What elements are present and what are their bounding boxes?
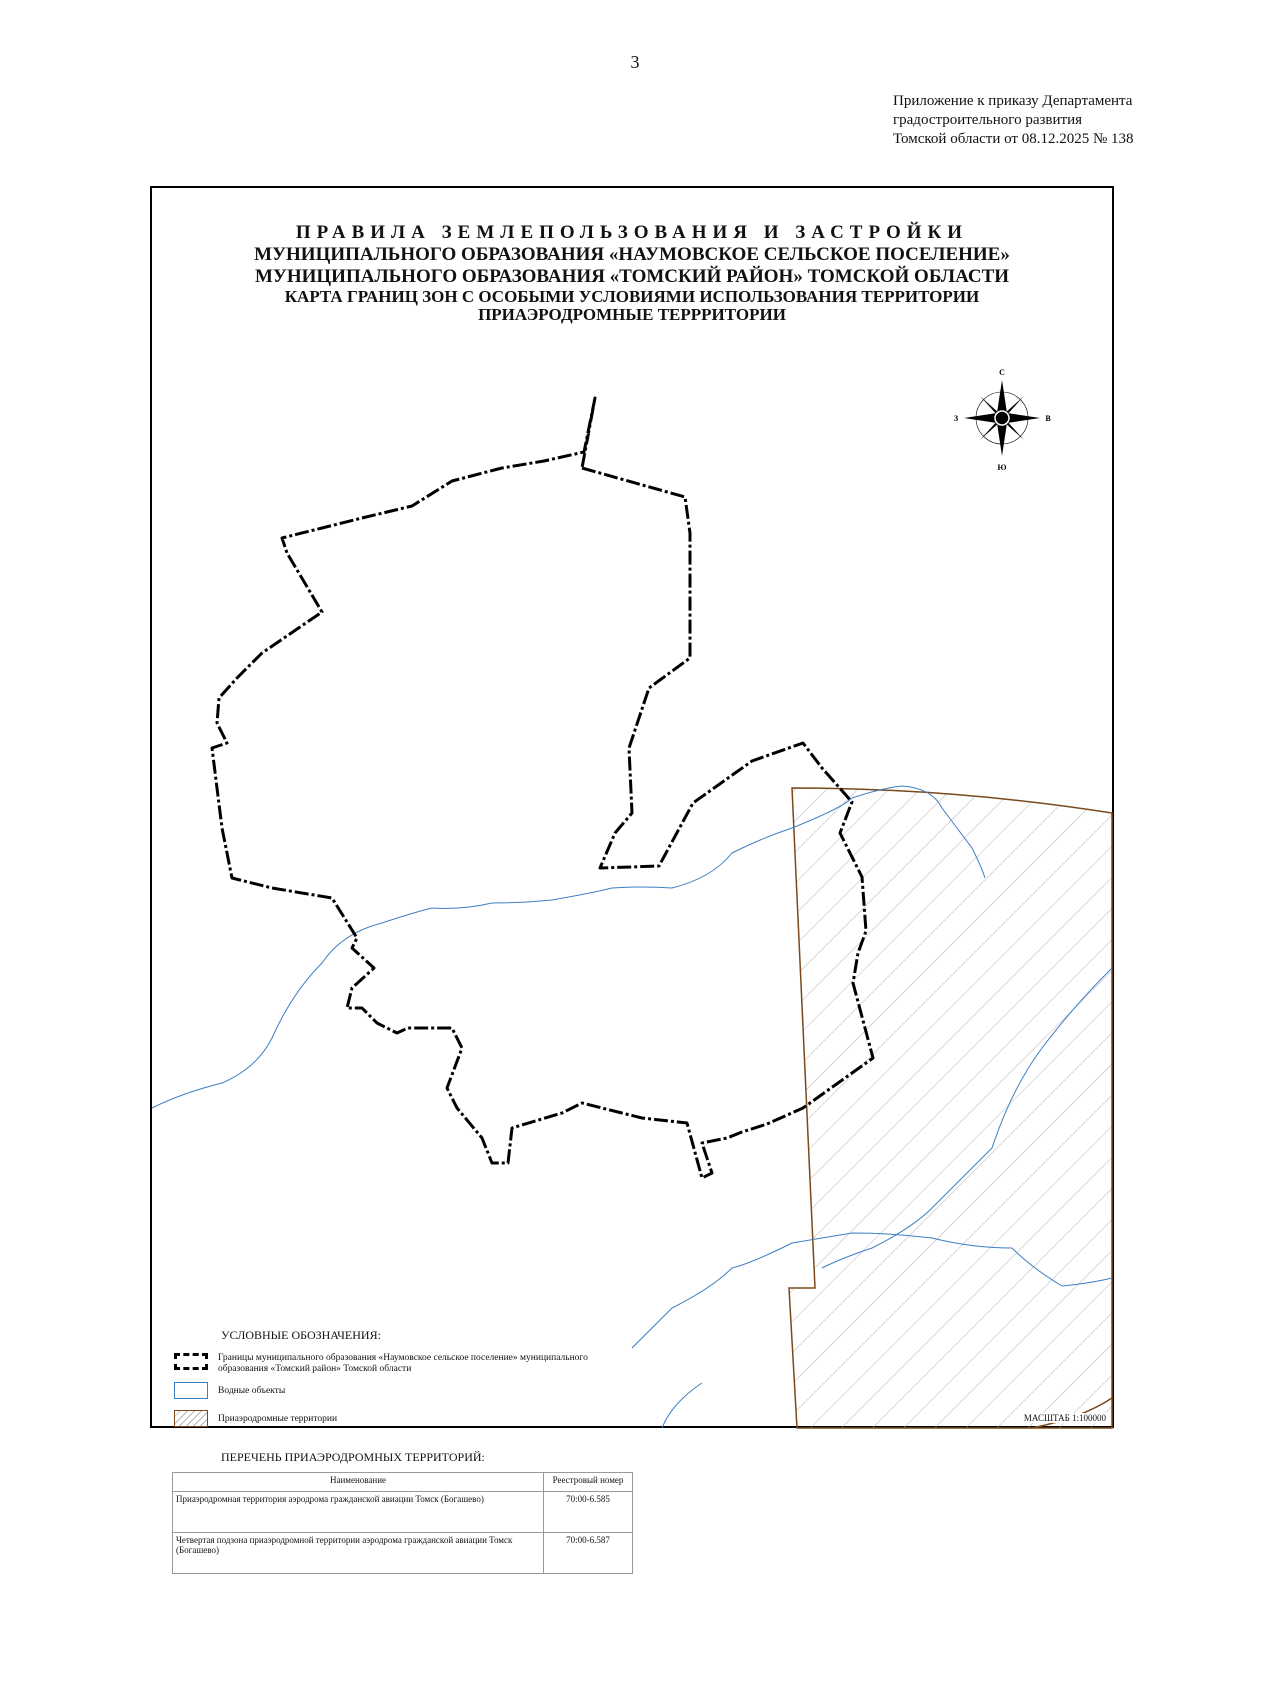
column-header-name: Наименование <box>173 1473 544 1492</box>
appendix-line: Приложение к приказу Департамента <box>893 93 1133 109</box>
aerodrome-table <box>172 1472 633 1574</box>
cell-name: Четвертая подзона приаэродромной территории аэродрома гражданской авиации Томск (Богашево) <box>173 1533 544 1574</box>
title-line-3: МУНИЦИПАЛЬНОГО ОБРАЗОВАНИЯ «ТОМСКИЙ РАЙОН» ТОМСКОЙ ОБЛАСТИ <box>254 266 1010 287</box>
legend-water-label: Водные объекты <box>218 1386 286 1396</box>
appendix-line: градостроительного развития <box>893 112 1083 128</box>
table-row <box>173 1492 633 1533</box>
legend-aero-label: Приаэродромные территории <box>218 1414 338 1424</box>
table-row <box>173 1533 633 1574</box>
appendix-line: Томской области от 08.12.2025 № 138 <box>893 131 1134 147</box>
aero-swatch <box>174 1410 208 1427</box>
map-titles <box>152 222 1112 324</box>
cell-reg: 70:00-6.587 <box>544 1533 633 1574</box>
compass-rose-icon <box>952 368 1052 478</box>
river-small <box>662 1383 702 1428</box>
compass-east: В <box>1045 414 1051 423</box>
legend-item-boundary <box>174 1353 628 1375</box>
title-line-1: ПРАВИЛА ЗЕМЛЕПОЛЬЗОВАНИЯ И ЗАСТРОЙКИ <box>295 222 969 243</box>
compass-west: З <box>953 414 959 423</box>
scale-label: МАСШТАБ 1:100000 <box>1023 1413 1106 1423</box>
boundary-swatch <box>174 1353 208 1370</box>
map-frame <box>150 186 1114 1555</box>
municipal-boundary <box>212 398 873 1178</box>
list-title: ПЕРЕЧЕНЬ ПРИАЭРОДРОМНЫХ ТЕРРИТОРИЙ: <box>221 1450 485 1464</box>
title-line-5: ПРИАЭРОДРОМНЫЕ ТЕРРРИТОРИИ <box>478 305 786 324</box>
cell-reg: 70:00-6.585 <box>544 1492 633 1533</box>
title-line-4: КАРТА ГРАНИЦ ЗОН С ОСОБЫМИ УСЛОВИЯМИ ИСПОЛЬЗОВАНИЯ ТЕРРИТОРИИ <box>284 287 980 306</box>
table-header-row <box>173 1473 633 1492</box>
page-number: 3 <box>630 52 640 72</box>
column-header-reg: Реестровый номер <box>544 1473 633 1492</box>
water-swatch <box>174 1382 208 1399</box>
appendix-note <box>893 92 1134 149</box>
aerodrome-zone <box>789 788 1112 1428</box>
legend-item-aero <box>174 1410 337 1427</box>
compass-north: С <box>999 368 1005 377</box>
legend-item-water <box>174 1382 285 1399</box>
legend-title: УСЛОВНЫЕ ОБОЗНАЧЕНИЯ: <box>221 1328 381 1342</box>
title-line-2: МУНИЦИПАЛЬНОГО ОБРАЗОВАНИЯ «НАУМОВСКОЕ СЕЛЬСКОЕ ПОСЕЛЕНИЕ» <box>254 244 1010 265</box>
legend-boundary-label: Границы муниципального образования «Наумовское сельское поселение» муниципального образования «Томский район» Томской области <box>218 1353 588 1374</box>
compass-south: Ю <box>997 463 1007 472</box>
cell-name: Приаэродромная территория аэродрома гражданской авиации Томск (Богашево) <box>173 1492 544 1533</box>
